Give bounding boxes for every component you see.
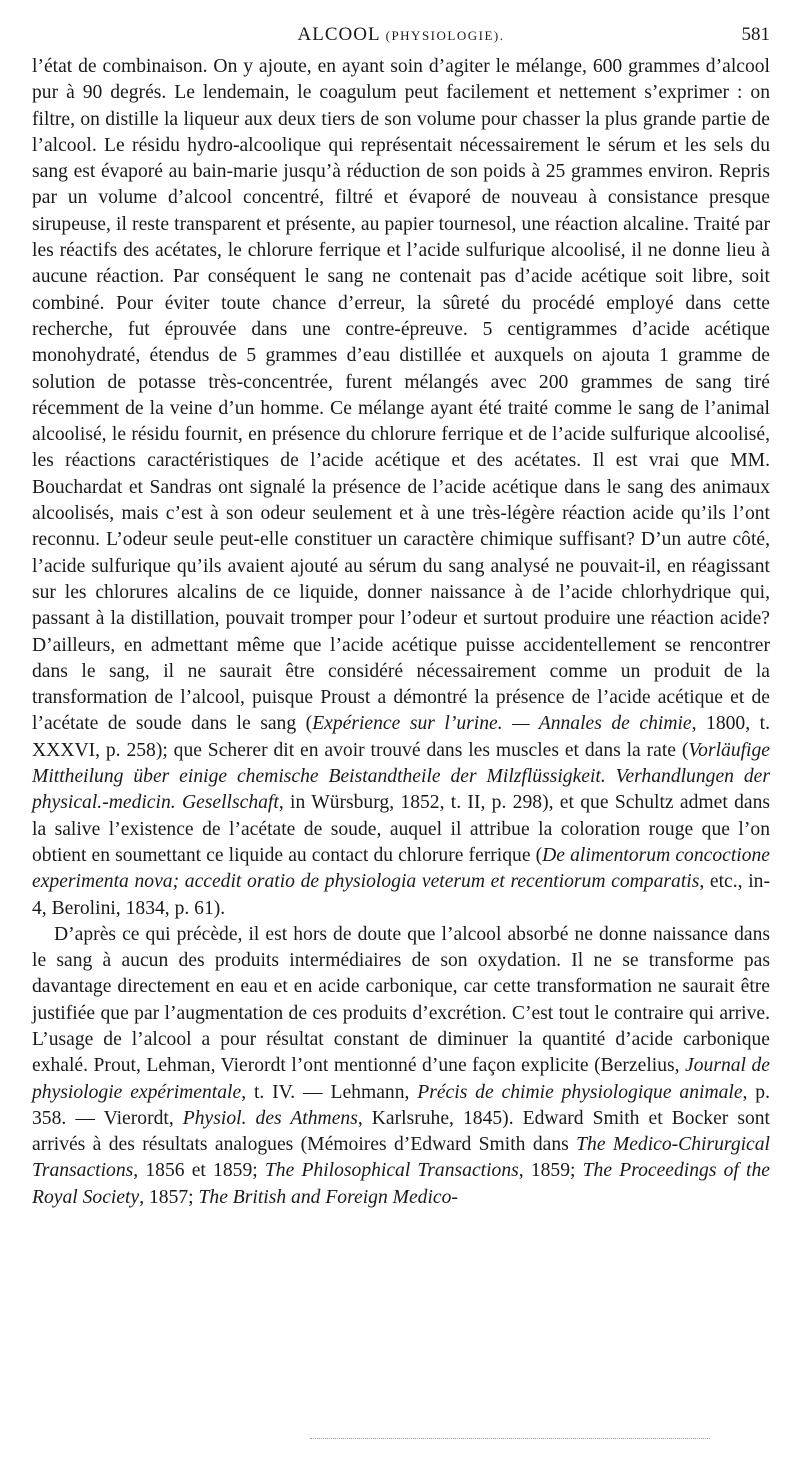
text-run: , p. 358. — Vierordt, <box>32 1081 771 1129</box>
italic-text-run: The British and Foreign Medico- <box>198 1186 458 1208</box>
italic-text-run: Journal de physiologie expérimentale <box>32 1055 770 1103</box>
italic-text-run: Expérience sur l’urine. — Annales de chimie <box>312 713 692 735</box>
text-run: , Karlsruhe, 1845). Edward Smith et Bocker sont arrivés à des résultats analogues (Mémoires d’Edward Smith dans <box>32 1107 771 1156</box>
italic-text-run: The Philosophical Transactions <box>264 1160 519 1182</box>
text-run: , in Würsburg, 1852, t. II, p. 298), et que Schultz admet dans la salive l’existence de l’acétate de soude, auquel il attribue la coloration rouge que l’on obtient en soumettant ce liquide au contact du chlorure ferrique ( <box>32 792 770 866</box>
body-text <box>32 54 770 1211</box>
text-run: , 1856 et 1859; <box>133 1160 265 1182</box>
page-number: 581 <box>741 24 770 45</box>
book-page <box>32 24 770 1211</box>
header-title: ALCOOL <box>297 24 380 45</box>
text-run: D’après ce qui précède, il est hors de doute que l’alcool absorbé ne donne naissance dans le sang à aucun des produits intermédiaires de son oxydation. Il ne se transforme pas davantage directement en eau et en acide carbonique, car cette transformation ne saurait être justifiée que par l’augmentation de ces produits d’excrétion. C’est tout le contraire qui arrive. L’usage de l’alcool a pour résultat constant de diminuer la quantité d’acide carbonique exhalé. Prout, Lehman, Vierordt l’ont mentionné d’une façon explicite (Berzelius, <box>32 923 770 1077</box>
text-run: , 1857; <box>139 1186 199 1208</box>
text-run: , etc., in-4, Berolini, 1834, p. 61). <box>32 871 770 919</box>
running-title <box>298 24 505 46</box>
italic-text-run: De alimentorum concoctione experimenta nova; accedit oratio de physiologia veterum et recentiorum comparatis <box>32 844 770 893</box>
italic-text-run: The Medico-Chirurgical Transactions <box>32 1134 770 1182</box>
text-run: , 1800, t. XXXVI, p. 258); que Scherer dit en avoir trouvé dans les muscles et dans la rate ( <box>32 713 770 761</box>
text-run: , t. IV. — Lehmann, <box>241 1081 418 1103</box>
footer-rule <box>310 1438 710 1439</box>
running-header <box>32 24 770 54</box>
text-run: , 1859; <box>518 1160 583 1182</box>
paragraph <box>32 54 770 922</box>
text-run: l’état de combinaison. On y ajoute, en ayant soin d’agiter le mélange, 600 grammes d’alcool pur à 90 degrés. Le lendemain, le coagulum peut facilement et nettement s’exprimer : on filtre, on distille la liqueur aux deux tiers de son volume pour chasser la plus grande partie de l’alcool. Le résidu hydro-alcoolique qui représentait nécessairement le sérum et les sels du sang est évaporé au bain-marie jusqu’à réduction de son poids à 25 grammes environ. Repris par un volume d’alcool concentré, filtré et évaporé de nouveau à consistance presque sirupeuse, il reste transparent et présente, au papier tournesol, une réaction alcaline. Traité par les réactifs des acétates, le chlorure ferrique et l’acide sulfurique alcoolisé, il ne donne lieu à aucune réaction. Par conséquent le sang ne contenait pas d’acide acétique soit libre, soit combiné. Pour éviter toute chance d’erreur, la sûreté du procédé employé dans cette recherche, fut éprouvée dans une contre-épreuve. 5 centigrammes d’acide acétique monohydraté, étendus de 5 grammes d’eau distillée et auxquels on ajouta 1 gramme de solution de potasse très-concentrée, furent mélangés avec 200 grammes de sang tiré récemment de la veine d’un homme. Ce mélange ayant été traité comme le sang de l’animal alcoolisé, le résidu fournit, en présence du chlorure ferrique et de l’acide sulfurique alcoolisé, les réactions caractéristiques de l’acide acétique et des acétates. Il est vrai que MM. Bouchardat et Sandras ont signalé la présence de l’acide acétique dans le sang des animaux alcoolisés, mais c’est à son odeur seulement et à une très-légère réaction acide qu’ils l’ont reconnu. L’odeur seule peut-elle constituer un caractère chimique suffisant? D’un autre côté, l’acide sulfurique qu’ils avaient ajouté au sérum du sang analysé ne pouvait-il, en réagissant sur les chlorures alcalins de ce liquide, donner naissance à de l’acide chlorhydrique qui, passant à la distillation, pouvait tromper pour l’odeur et surtout produire une réaction acide? D’ailleurs, en admettant même que l’acide acétique puisse accidentellement se rencontrer dans le sang, il ne saurait être considéré nécessairement comme un produit de la transformation de l’alcool, puisque Proust a démontré la présence de l’acide acétique et de l’acétate de soude dans le sang ( <box>32 56 770 735</box>
paragraph <box>32 922 770 1211</box>
italic-text-run: The Proceedings of the Royal Society <box>32 1160 770 1208</box>
italic-text-run: Précis de chimie physiologique animale <box>417 1081 743 1103</box>
italic-text-run: Vorläufige Mittheilung über einige chemische Beistandtheile der Milzflüssigkeit. Verhandlungen der physical.-medicin. Gesellschaft <box>32 739 770 814</box>
header-subtitle: (PHYSIOLOGIE). <box>385 28 505 43</box>
italic-text-run: Physiol. des Athmens <box>182 1107 358 1129</box>
